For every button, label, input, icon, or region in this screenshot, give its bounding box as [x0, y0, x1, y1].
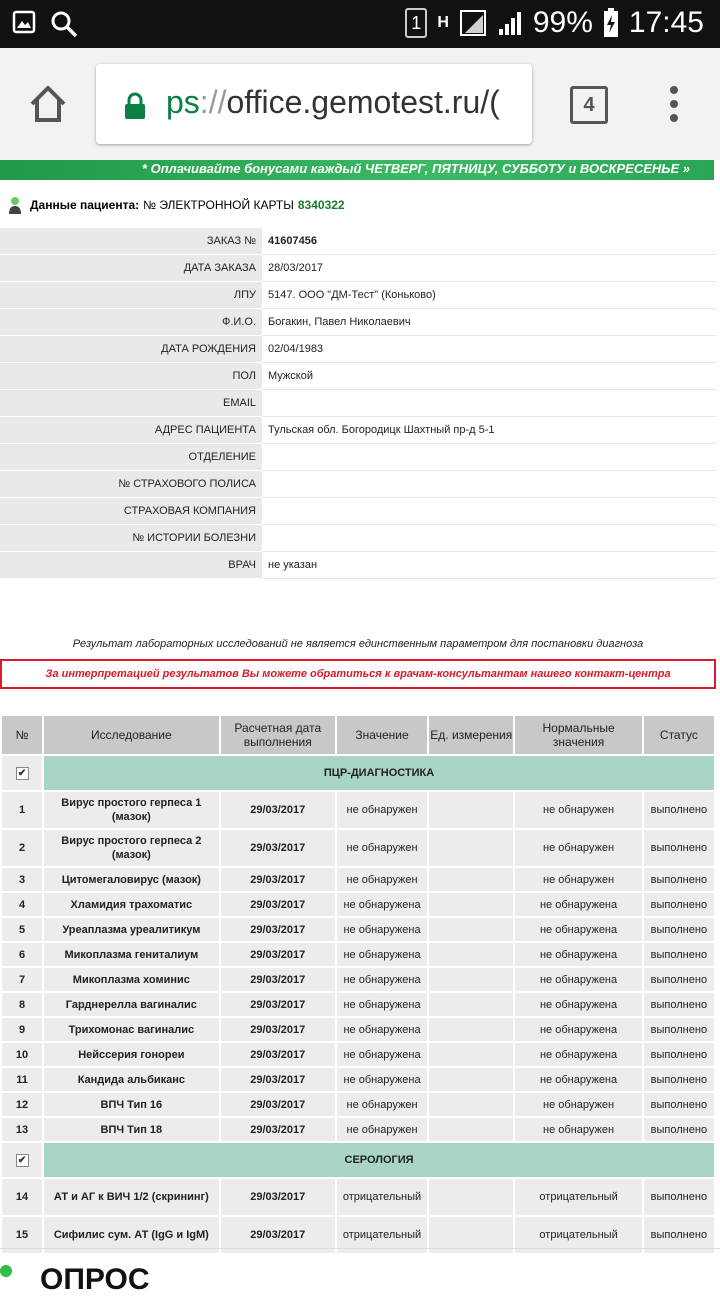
result-value: не обнаружена	[337, 993, 427, 1016]
due-date: 29/03/2017	[221, 1093, 335, 1116]
card-number: 8340322	[297, 198, 345, 212]
due-date: 29/03/2017	[221, 1217, 335, 1253]
result-row	[2, 1093, 714, 1116]
group-title: ПЦР-ДИАГНОСТИКА	[44, 756, 714, 790]
result-value: не обнаружен	[337, 830, 427, 866]
info-row	[0, 228, 716, 255]
due-date: 29/03/2017	[221, 993, 335, 1016]
group-row	[2, 756, 714, 790]
status: выполнено	[644, 830, 714, 866]
row-number: 8	[2, 993, 42, 1016]
row-number: 13	[2, 1118, 42, 1141]
test-name: АТ и АГ к ВИЧ 1/2 (скрининг)	[44, 1179, 218, 1215]
info-value: 5147. ООО "ДМ-Тест" (Коньково)	[262, 282, 716, 309]
unit	[429, 792, 513, 828]
browser-toolbar	[0, 48, 720, 160]
status: выполнено	[644, 993, 714, 1016]
group-checkbox-cell	[2, 756, 42, 790]
result-row	[2, 1118, 714, 1141]
survey-section	[0, 1248, 720, 1296]
normal-value: не обнаружена	[515, 993, 641, 1016]
results-column-header: Нормальные значения	[515, 716, 641, 754]
info-value: не указан	[262, 552, 716, 579]
normal-value: не обнаружена	[515, 1043, 641, 1066]
result-row	[2, 830, 714, 866]
result-row	[2, 792, 714, 828]
due-date: 29/03/2017	[221, 1018, 335, 1041]
consultation-notice: За интерпретацией результатов Вы можете обратиться к врачам-консультантам нашего контакт-центра	[0, 659, 716, 689]
info-value	[262, 390, 716, 417]
normal-value: не обнаружена	[515, 968, 641, 991]
info-value	[262, 525, 716, 552]
group-checkbox[interactable]: ✔	[16, 1154, 29, 1167]
result-value: не обнаружена	[337, 968, 427, 991]
test-name: Нейссерия гонореи	[44, 1043, 218, 1066]
info-row	[0, 471, 716, 498]
test-name: Хламидия трахоматис	[44, 893, 218, 916]
info-value: 28/03/2017	[262, 255, 716, 282]
row-number: 9	[2, 1018, 42, 1041]
unit	[429, 1068, 513, 1091]
info-value: Мужской	[262, 363, 716, 390]
status: выполнено	[644, 943, 714, 966]
normal-value: не обнаружен	[515, 1118, 641, 1141]
lock-icon	[124, 92, 146, 120]
due-date: 29/03/2017	[221, 868, 335, 891]
due-date: 29/03/2017	[221, 893, 335, 916]
result-row	[2, 1179, 714, 1215]
due-date: 29/03/2017	[221, 968, 335, 991]
result-value: не обнаружен	[337, 868, 427, 891]
card-label: № ЭЛЕКТРОННОЙ КАРТЫ	[143, 198, 294, 212]
unit	[429, 893, 513, 916]
info-label: ЛПУ	[0, 282, 262, 309]
group-row	[2, 1143, 714, 1177]
results-column-header: Расчетная дата выполнения	[221, 716, 335, 754]
status: выполнено	[644, 968, 714, 991]
test-name: Вирус простого герпеса 2 (мазок)	[44, 830, 218, 866]
result-value: отрицательный	[337, 1217, 427, 1253]
result-value: не обнаружена	[337, 1043, 427, 1066]
battery-percent: 99%	[532, 6, 593, 39]
normal-value: не обнаружена	[515, 943, 641, 966]
tab-switcher-button[interactable]: 4	[570, 86, 608, 124]
row-number: 10	[2, 1043, 42, 1066]
status: выполнено	[644, 1068, 714, 1091]
info-label: ЗАКАЗ №	[0, 228, 262, 255]
row-number: 15	[2, 1217, 42, 1253]
person-icon	[8, 196, 22, 214]
info-row	[0, 525, 716, 552]
info-row	[0, 417, 716, 444]
info-value	[262, 471, 716, 498]
results-column-header: Исследование	[44, 716, 218, 754]
status: выполнено	[644, 868, 714, 891]
info-label: СТРАХОВАЯ КОМПАНИЯ	[0, 498, 262, 525]
unit	[429, 830, 513, 866]
info-label: АДРЕС ПАЦИЕНТА	[0, 417, 262, 444]
status-bar	[0, 0, 720, 48]
due-date: 29/03/2017	[221, 1043, 335, 1066]
promo-banner[interactable]: * Оплачивайте бонусами каждый ЧЕТВЕРГ, ПЯТНИЦУ, СУББОТУ и ВОСКРЕСЕНЬЕ »	[0, 160, 714, 180]
row-number: 6	[2, 943, 42, 966]
result-row	[2, 1043, 714, 1066]
unit	[429, 1118, 513, 1141]
info-row	[0, 390, 716, 417]
results-column-header: №	[2, 716, 42, 754]
normal-value: не обнаружена	[515, 918, 641, 941]
signal-icon-2	[497, 9, 523, 37]
test-name: Уреаплазма уреалитикум	[44, 918, 218, 941]
info-row	[0, 552, 716, 579]
status: выполнено	[644, 792, 714, 828]
result-value: не обнаружен	[337, 792, 427, 828]
test-name: Цитомегаловирус (мазок)	[44, 868, 218, 891]
status: выполнено	[644, 893, 714, 916]
info-label: EMAIL	[0, 390, 262, 417]
results-column-header: Статус	[644, 716, 714, 754]
patient-header-label: Данные пациента:	[30, 198, 140, 212]
info-label: ПОЛ	[0, 363, 262, 390]
normal-value: не обнаружен	[515, 868, 641, 891]
result-value: не обнаружена	[337, 1068, 427, 1091]
clock: 17:45	[628, 6, 704, 39]
row-number: 1	[2, 792, 42, 828]
unit	[429, 918, 513, 941]
results-column-header: Значение	[337, 716, 427, 754]
result-row	[2, 893, 714, 916]
test-name: ВПЧ Тип 18	[44, 1118, 218, 1141]
status: выполнено	[644, 1179, 714, 1215]
result-row	[2, 918, 714, 941]
result-row	[2, 993, 714, 1016]
result-row	[2, 968, 714, 991]
info-value: 02/04/1983	[262, 336, 716, 363]
info-label: Ф.И.О.	[0, 309, 262, 336]
info-label: ОТДЕЛЕНИЕ	[0, 444, 262, 471]
gallery-icon	[12, 10, 36, 34]
row-number: 12	[2, 1093, 42, 1116]
test-name: Микоплазма хоминис	[44, 968, 218, 991]
result-value: не обнаружена	[337, 893, 427, 916]
normal-value: не обнаружена	[515, 893, 641, 916]
patient-info-table	[0, 228, 716, 579]
unit	[429, 1179, 513, 1215]
overflow-menu-icon[interactable]	[668, 86, 680, 126]
unit	[429, 943, 513, 966]
info-row	[0, 498, 716, 525]
disclaimer-text: Результат лабораторных исследований не является единственным параметром для постановки диагноза	[72, 638, 644, 650]
due-date: 29/03/2017	[221, 792, 335, 828]
info-label: ДАТА РОЖДЕНИЯ	[0, 336, 262, 363]
info-value: Тульская обл. Богородицк Шахтный пр-д 5-1	[262, 417, 716, 444]
result-value: отрицательный	[337, 1179, 427, 1215]
url-text: ps://office.gemotest.ru/(	[166, 84, 500, 120]
patient-header	[8, 196, 345, 214]
normal-value: не обнаружена	[515, 1018, 641, 1041]
status: выполнено	[644, 1093, 714, 1116]
info-label: № ИСТОРИИ БОЛЕЗНИ	[0, 525, 262, 552]
test-name: Гарднерелла вагиналис	[44, 993, 218, 1016]
due-date: 29/03/2017	[221, 1179, 335, 1215]
info-row	[0, 336, 716, 363]
info-value	[262, 444, 716, 471]
info-value	[262, 498, 716, 525]
result-value: не обнаружен	[337, 1118, 427, 1141]
normal-value: отрицательный	[515, 1179, 641, 1215]
status: выполнено	[644, 1217, 714, 1253]
status: выполнено	[644, 1018, 714, 1041]
due-date: 29/03/2017	[221, 830, 335, 866]
status: выполнено	[644, 1043, 714, 1066]
url-bar[interactable]	[96, 64, 532, 144]
row-number: 11	[2, 1068, 42, 1091]
unit	[429, 993, 513, 1016]
battery-charging-icon	[603, 8, 619, 38]
result-value: не обнаружена	[337, 943, 427, 966]
info-value: 41607456	[262, 228, 716, 255]
normal-value: не обнаружен	[515, 830, 641, 866]
normal-value: не обнаружен	[515, 1093, 641, 1116]
test-name: Трихомонас вагиналис	[44, 1018, 218, 1041]
normal-value: не обнаружена	[515, 1068, 641, 1091]
status: выполнено	[644, 918, 714, 941]
unit	[429, 868, 513, 891]
result-row	[2, 1018, 714, 1041]
green-dot-icon	[0, 1265, 12, 1277]
info-row	[0, 363, 716, 390]
group-title: СЕРОЛОГИЯ	[44, 1143, 714, 1177]
info-value: Богакин, Павел Николаевич	[262, 309, 716, 336]
unit	[429, 1043, 513, 1066]
test-name: Вирус простого герпеса 1 (мазок)	[44, 792, 218, 828]
unit	[429, 968, 513, 991]
test-name: Микоплазма гениталиум	[44, 943, 218, 966]
results-table	[0, 714, 716, 1255]
result-row	[2, 1068, 714, 1091]
info-row	[0, 444, 716, 471]
due-date: 29/03/2017	[221, 918, 335, 941]
row-number: 7	[2, 968, 42, 991]
test-name: ВПЧ Тип 16	[44, 1093, 218, 1116]
normal-value: отрицательный	[515, 1217, 641, 1253]
unit	[429, 1018, 513, 1041]
survey-title: ОПРОС	[40, 1263, 150, 1296]
info-row	[0, 255, 716, 282]
info-label: № СТРАХОВОГО ПОЛИСА	[0, 471, 262, 498]
group-checkbox-cell	[2, 1143, 42, 1177]
row-number: 4	[2, 893, 42, 916]
info-label: ВРАЧ	[0, 552, 262, 579]
sim-icon: 1	[405, 8, 427, 38]
row-number: 5	[2, 918, 42, 941]
unit	[429, 1093, 513, 1116]
network-type-icon: H	[437, 14, 449, 31]
normal-value: не обнаружен	[515, 792, 641, 828]
test-name: Сифилис сум. АТ (IgG и IgM)	[44, 1217, 218, 1253]
result-row	[2, 943, 714, 966]
result-value: не обнаружен	[337, 1093, 427, 1116]
results-column-header: Ед. измерения	[429, 716, 513, 754]
signal-icon	[459, 9, 487, 37]
info-label: ДАТА ЗАКАЗА	[0, 255, 262, 282]
info-row	[0, 309, 716, 336]
result-value: не обнаружена	[337, 918, 427, 941]
test-name: Кандида альбиканс	[44, 1068, 218, 1091]
row-number: 2	[2, 830, 42, 866]
home-icon[interactable]	[26, 82, 70, 126]
due-date: 29/03/2017	[221, 1118, 335, 1141]
row-number: 14	[2, 1179, 42, 1215]
info-row	[0, 282, 716, 309]
result-row	[2, 868, 714, 891]
group-checkbox[interactable]: ✔	[16, 767, 29, 780]
result-value: не обнаружена	[337, 1018, 427, 1041]
search-icon	[50, 10, 78, 38]
row-number: 3	[2, 868, 42, 891]
due-date: 29/03/2017	[221, 943, 335, 966]
due-date: 29/03/2017	[221, 1068, 335, 1091]
status: выполнено	[644, 1118, 714, 1141]
